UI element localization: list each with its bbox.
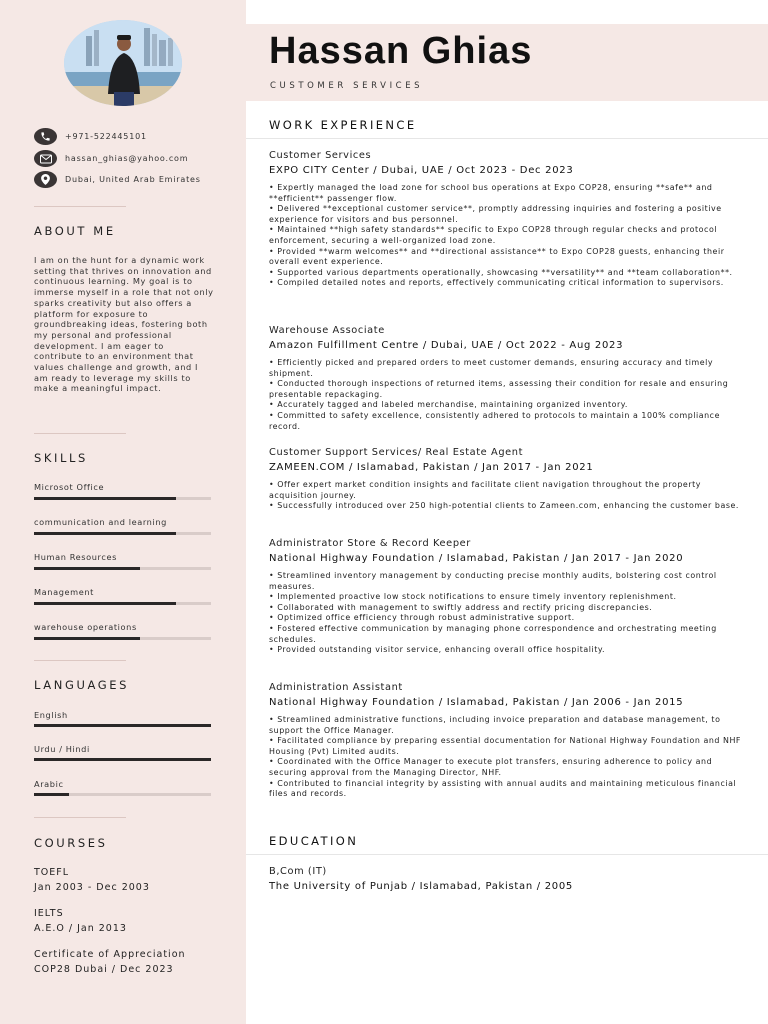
job-bullet: • Committed to safety excellence, consistently adhered to protocols to maintain a 100% compliance record. <box>269 410 720 431</box>
skill-bar <box>34 637 211 640</box>
language-bar-fill <box>34 724 211 727</box>
skill-bar-fill <box>34 532 176 535</box>
skill-bar <box>34 567 211 570</box>
section-rule <box>246 138 768 139</box>
degree: B,Com (IT) <box>269 866 327 877</box>
skill-bar-fill <box>34 602 176 605</box>
job-bullet: • Contributed to financial integrity by assisting with annual audits and maintaining meticulous financial files and records. <box>269 778 737 799</box>
job-bullet: • Fostered effective communication by managing phone correspondence and orchestrating meeting schedules. <box>269 623 717 644</box>
job-bullet: • Compiled detailed notes and reports, effectively communicating critical information to supervisors. <box>269 278 724 288</box>
job-title: Administration Assistant <box>269 682 403 693</box>
language-bar-fill <box>34 758 211 761</box>
job-title: Administrator Store & Record Keeper <box>269 538 471 549</box>
language-bar <box>34 793 211 796</box>
courses-heading: COURSES <box>34 836 108 850</box>
skill-bar <box>34 602 211 605</box>
about-text: I am on the hunt for a dynamic work setting that thrives on innovation and continuous learning. My goal is to immerse myself in a role that not only sparks creativity but also offers a platform for exposure to groundbreaking ideas, fostering both my personal and professional development. I am eager to contribute to an environment that values challenge and growth, and I am ready to leverage my skills to make a meaningful impact. <box>34 255 214 394</box>
contact-phone <box>34 128 147 145</box>
job-bullet: • Delivered **exceptional customer service**, promptly addressing inquiries and fostering a positive experience for visitors and bus personnel. <box>269 204 722 224</box>
contact-email <box>34 150 188 167</box>
course-title: Certificate of Appreciation <box>34 949 186 960</box>
language-bar <box>34 758 211 761</box>
job-bullets <box>269 183 749 289</box>
language-bar-fill <box>34 793 69 796</box>
job-bullet: • Maintained **high safety standards** specific to Expo COP28 through regular checks and protocol enforcement, securing a well-organized load zone. <box>269 225 718 245</box>
course-detail: A.E.O / Jan 2013 <box>34 923 127 934</box>
mail-icon <box>34 150 57 167</box>
education-heading: EDUCATION <box>269 834 359 848</box>
skill-label: communication and learning <box>34 517 167 527</box>
job-title: Customer Support Services/ Real Estate Agent <box>269 447 524 458</box>
skill-bar-fill <box>34 497 176 500</box>
language-label: Urdu / Hindi <box>34 744 90 754</box>
about-heading: ABOUT ME <box>34 224 116 238</box>
skill-label: Microsot Office <box>34 482 105 492</box>
job-bullet: • Supported various departments operationally, showcasing **versatility** and **team collaboration**. <box>269 267 733 277</box>
job-meta: ZAMEEN.COM / Islamabad, Pakistan / Jan 2017 - Jan 2021 <box>269 462 594 473</box>
course-title: IELTS <box>34 908 64 919</box>
job-bullets <box>269 715 749 800</box>
job-bullet: • Optimized office efficiency through robust administrative support. <box>269 613 575 623</box>
language-bar <box>34 724 211 727</box>
language-label: English <box>34 710 68 720</box>
location-pin-icon <box>34 171 57 188</box>
job-title: Warehouse Associate <box>269 325 385 336</box>
phone-text: +971-522445101 <box>65 132 147 141</box>
job-bullets <box>269 358 749 432</box>
section-rule <box>246 854 768 855</box>
job-meta: National Highway Foundation / Islamabad, Pakistan / Jan 2017 - Jan 2020 <box>269 553 684 564</box>
job-bullet: • Accurately tagged and labeled merchandise, maintaining organized inventory. <box>269 400 628 410</box>
email-text[interactable]: hassan_ghias@yahoo.com <box>65 154 189 163</box>
job-bullet: • Successfully introduced over 250 high-potential clients to Zameen.com, enhancing the customer base. <box>269 501 739 511</box>
contact-location <box>34 171 201 188</box>
job-bullet: • Conducted thorough inspections of returned items, assessing their condition for resale and ensuring presentable repackaging. <box>269 379 729 399</box>
course-detail: COP28 Dubai / Dec 2023 <box>34 964 174 975</box>
divider <box>34 433 126 434</box>
job-meta: Amazon Fulfillment Centre / Dubai, UAE / Oct 2022 - Aug 2023 <box>269 340 624 351</box>
skill-bar <box>34 497 211 500</box>
work-experience-heading: WORK EXPERIENCE <box>269 118 417 132</box>
profile-photo-illustration <box>64 20 182 106</box>
job-meta: EXPO CITY Center / Dubai, UAE / Oct 2023 - Dec 2023 <box>269 165 574 176</box>
skill-bar-fill <box>34 567 140 570</box>
job-bullets <box>269 480 749 512</box>
languages-heading: LANGUAGES <box>34 678 130 692</box>
candidate-role: CUSTOMER SERVICES <box>270 81 424 91</box>
candidate-name: Hassan Ghias <box>269 30 533 72</box>
job-bullet: • Implemented proactive low stock notifications to ensure timely inventory replenishment. <box>269 592 677 602</box>
skill-label: warehouse operations <box>34 622 137 632</box>
job-bullet: • Streamlined administrative functions, including invoice preparation and database management, to support the Office Manager. <box>269 715 721 735</box>
course-detail: Jan 2003 - Dec 2003 <box>34 882 150 893</box>
divider <box>34 817 126 818</box>
sidebar <box>0 0 246 1024</box>
job-bullet: • Efficiently picked and prepared orders to meet customer demands, ensuring accuracy and timely shipment. <box>269 358 714 378</box>
job-bullet: • Provided **warm welcomes** and **directional assistance** to Expo COP28 guests, enhancing their overall event experience. <box>269 246 725 267</box>
job-bullet: • Coordinated with the Office Manager to execute plot transfers, ensuring adherence to policy and securing approval from the Managing Director, NHF. <box>269 757 713 777</box>
divider <box>34 660 126 661</box>
job-bullets <box>269 571 749 656</box>
job-meta: National Highway Foundation / Islamabad, Pakistan / Jan 2006 - Jan 2015 <box>269 697 684 708</box>
skill-bar-fill <box>34 637 140 640</box>
divider <box>34 206 126 207</box>
course-title: TOEFL <box>34 867 70 878</box>
job-bullet: • Facilitated compliance by preparing essential documentation for National Highway Foundation and NHF Housing (Pvt) Limited audits. <box>269 736 742 756</box>
profile-photo <box>64 20 182 106</box>
language-label: Arabic <box>34 779 64 789</box>
skill-bar <box>34 532 211 535</box>
phone-icon <box>34 128 57 145</box>
main-content <box>246 0 768 1024</box>
job-bullet: • Offer expert market condition insights and facilitate client navigation throughout the property acquisition journey. <box>269 480 701 500</box>
skill-label: Human Resources <box>34 552 117 562</box>
skill-label: Management <box>34 587 94 597</box>
location-text: Dubai, United Arab Emirates <box>65 175 201 184</box>
education-meta: The University of Punjab / Islamabad, Pakistan / 2005 <box>269 881 573 892</box>
job-bullet: • Provided outstanding visitor service, enhancing overall office hospitality. <box>269 645 606 655</box>
skills-heading: SKILLS <box>34 451 88 465</box>
job-bullet: • Expertly managed the load zone for school bus operations at Expo COP28, ensuring **safe** and **efficient** passenger flow. <box>269 183 713 203</box>
job-title: Customer Services <box>269 150 372 161</box>
job-bullet: • Collaborated with management to swiftly address and rectify pricing discrepancies. <box>269 602 653 612</box>
job-bullet: • Streamlined inventory management by conducting precise monthly audits, bolstering cost control measures. <box>269 571 717 591</box>
